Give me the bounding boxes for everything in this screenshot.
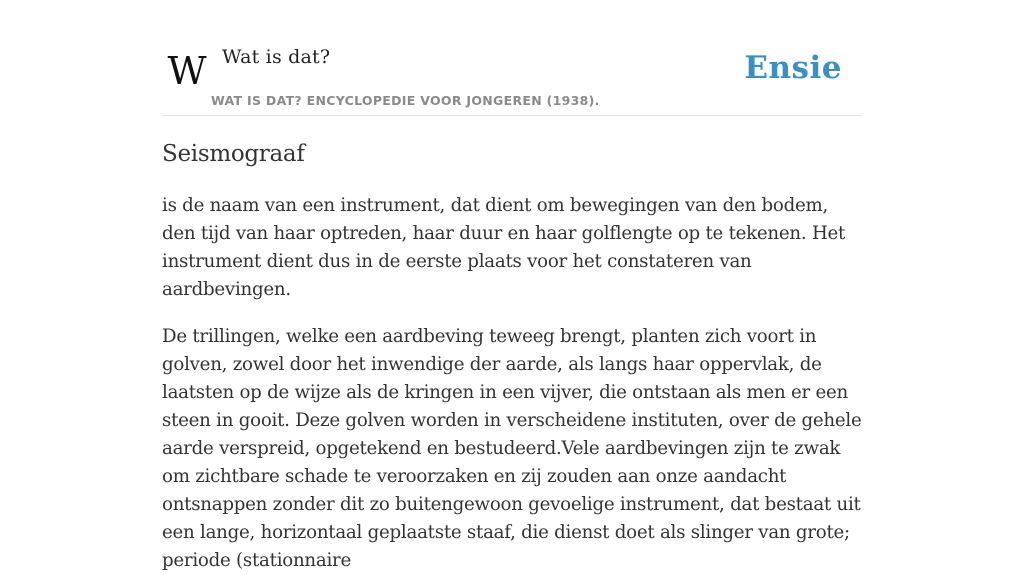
entry-title: Seismograaf	[162, 141, 305, 167]
source-subtitle: WAT IS DAT? ENCYCLOPEDIE VOOR JONGEREN (1938).	[211, 93, 600, 108]
article	[162, 136, 862, 575]
article-paragraph: is de naam van een instrument, dat dient om bewegingen van den bodem, den tijd van haar optreden, haar duur en haar golflengte op te tekenen. Het instrument dient dus in de eerste plaats voor het constateren van aardbevingen.	[162, 195, 846, 300]
brand-logo[interactable]: Ensie	[744, 50, 842, 86]
source-title[interactable]: Wat is dat?	[222, 46, 331, 68]
wikipedia-w-icon[interactable]	[165, 52, 209, 90]
article-paragraph: De trillingen, welke een aardbeving teweeg brengt, planten zich voort in golven, zowel door het inwendige der aarde, als langs haar oppervlak, de laatsten op de wijze als de kringen in een vijver, die ontstaan als men er een steen in gooit. Deze golven worden in verscheidene instituten, over de gehele aarde verspreid, opgetekend en bestudeerd.Vele aardbevingen zijn te zwak om zichtbare schade te veroorzaken en zij zouden aan onze aandacht ontsnappen zonder dit zo buitengewoon gevoelige instrument, dat bestaat uit een lange, horizontaal geplaatste staaf, die dienst doet als slinger van grote; periode (stationnaire	[162, 326, 862, 571]
svg-text:W: W	[167, 52, 207, 90]
site-header	[162, 40, 862, 116]
